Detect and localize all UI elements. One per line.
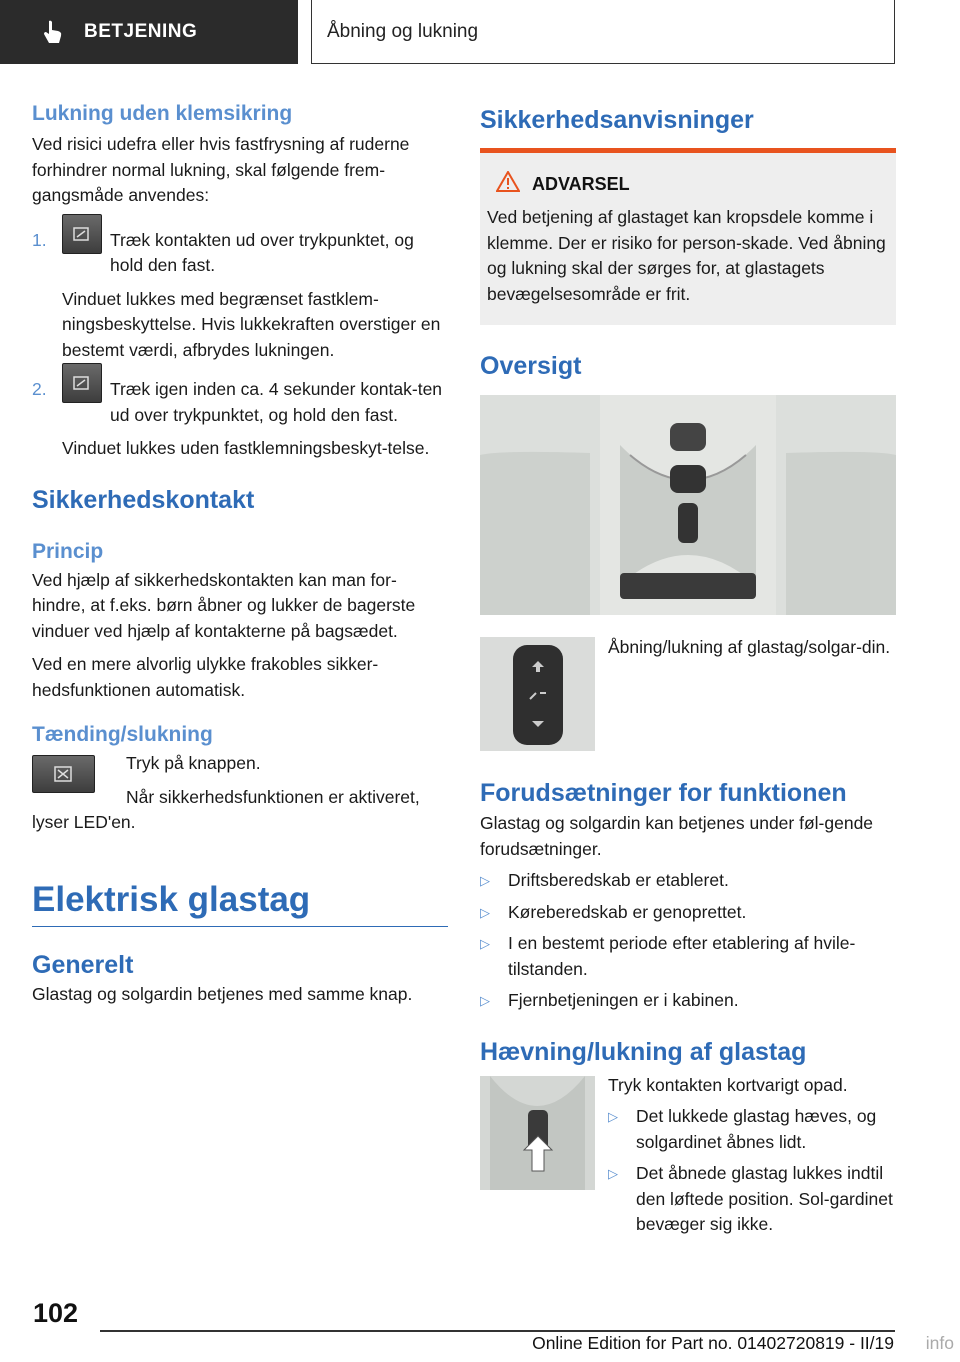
list-item-text: I en bestemt periode efter etablering af hvile-tilstanden. xyxy=(508,933,856,979)
edition-text: Online Edition for Part no. 01402720819 - II/19 xyxy=(532,1333,894,1353)
pointing-hand-icon xyxy=(40,19,66,45)
step-1-line xyxy=(62,228,450,279)
warning-box xyxy=(480,148,896,325)
list-item xyxy=(608,1161,896,1238)
page-title: Åbning og lukning xyxy=(311,0,895,64)
chapter-divider xyxy=(32,926,448,928)
bullet-icon: ▷ xyxy=(608,1109,618,1124)
haevning-list xyxy=(608,1104,896,1238)
step-2 xyxy=(32,377,450,462)
list-item xyxy=(608,1104,896,1155)
step-2-text: Træk igen inden ca. 4 sekunder kontak-ten ud over trykpunktet, og hold den fast. xyxy=(110,379,443,425)
list-item-text: Driftsberedskab er etableret. xyxy=(508,870,729,890)
bullet-icon: ▷ xyxy=(608,1166,618,1181)
list-item xyxy=(480,868,896,894)
warning-header xyxy=(487,171,888,197)
left-column xyxy=(32,100,450,1008)
lukning-heading: Lukning uden klemsikring xyxy=(32,102,293,125)
list-item-text: Det åbnede glastag lukkes indtil den løftede position. Sol-gardinet bevæger sig ikke. xyxy=(636,1163,893,1234)
right-column xyxy=(480,100,896,1238)
list-item xyxy=(480,988,896,1014)
warning-label: ADVARSEL xyxy=(532,173,630,194)
lukning-text: Ved risici udefra eller hvis fastfrysning af ruderne forhindrer normal lukning, skal følgende frem-gangsmåde anvendes: xyxy=(32,134,410,205)
haevning-heading: Hævning/lukning af glastag xyxy=(480,1037,807,1066)
bullet-icon: ▷ xyxy=(480,936,490,951)
bullet-icon: ▷ xyxy=(480,904,490,920)
taending-text-2: Når sikkerhedsfunktionen er aktiveret, lyser LED'en. xyxy=(32,786,420,832)
list-item-text: Det lukkede glastag hæves, og solgardinet åbnes lidt. xyxy=(636,1106,877,1152)
taending-block xyxy=(32,751,450,836)
generelt-heading: Generelt xyxy=(32,951,134,979)
princip-text-1: Ved hjælp af sikkerhedskontakten kan man for-hindre, at f.eks. børn åbner og lukker de bagerste vinduer ved hjælp af kontakterne på bagsædet. xyxy=(32,569,416,641)
list-item-text: Køreberedskab er genoprettet. xyxy=(508,901,747,922)
step-1-sub: Vinduet lukkes med begrænset fastklem-ningsbeskyttelse. Hvis lukkekraften overstiger en bestemt værdi, afbrydes lukningen. xyxy=(62,288,441,360)
princip-heading: Princip xyxy=(32,539,104,563)
taending-text-1: Tryk på knappen. xyxy=(126,753,261,773)
taending-heading: Tænding/slukning xyxy=(32,723,213,746)
chapter-heading: Elektrisk glastag xyxy=(32,879,311,919)
roof-switch-photo xyxy=(480,637,595,751)
roof-switch-up-photo xyxy=(480,1076,595,1190)
warning-text: Ved betjening af glastaget kan kropsdele komme i klemme. Der er risiko for person-skade. Ved åbning og lukning skal der sørges for, at glastagets bevægelsesområde er frit. xyxy=(487,207,886,304)
step-2-line xyxy=(62,377,450,428)
bullet-icon: ▷ xyxy=(480,993,490,1008)
page-header xyxy=(0,0,960,66)
haevning-text: Tryk kontakten kortvarigt opad. xyxy=(608,1074,848,1095)
list-item-text: Fjernbetjeningen er i kabinen. xyxy=(508,990,739,1010)
foruds-heading: Forudsætninger for funktionen xyxy=(480,779,847,807)
step-1 xyxy=(32,228,450,364)
section-tab xyxy=(0,0,298,64)
foruds-text: Glastag og solgardin kan betjenes under føl-gende forudsætninger. xyxy=(480,813,874,859)
safety-switch-icon xyxy=(32,755,95,793)
generelt-text: Glastag og solgardin betjenes med samme knap. xyxy=(32,984,413,1004)
oversigt-heading: Oversigt xyxy=(480,352,582,380)
window-switch-icon xyxy=(62,214,102,254)
overhead-console-photo xyxy=(480,395,896,615)
bullet-icon: ▷ xyxy=(480,873,490,888)
haevning-text-col xyxy=(608,1073,896,1238)
watermark-text: info xyxy=(925,1333,954,1353)
warning-triangle-icon xyxy=(496,171,520,197)
window-switch-icon xyxy=(62,363,102,403)
step-number: 2. xyxy=(32,379,47,399)
footer-divider xyxy=(100,1330,895,1332)
foruds-list xyxy=(480,868,896,1014)
step-2-sub: Vinduet lukkes uden fastklemningsbeskyt-telse. xyxy=(62,438,430,458)
list-item xyxy=(480,931,896,982)
switch-caption: Åbning/lukning af glastag/solgar-din. xyxy=(608,637,891,657)
page-number: 102 xyxy=(33,1298,79,1328)
princip-text-2: Ved en mere alvorlig ulykke frakobles sikker-hedsfunktionen automatisk. xyxy=(32,654,379,700)
sikkerhed-heading: Sikkerhedskontakt xyxy=(32,485,255,514)
switch-row xyxy=(480,635,896,755)
haevning-block xyxy=(480,1073,896,1238)
section-label: BETJENING xyxy=(84,21,198,42)
step-1-text: Træk kontakten ud over trykpunktet, og hold den fast. xyxy=(110,229,414,275)
sikkerhedsanv-heading: Sikkerhedsanvisninger xyxy=(480,106,754,134)
step-number: 1. xyxy=(32,229,47,250)
list-item xyxy=(480,900,896,926)
